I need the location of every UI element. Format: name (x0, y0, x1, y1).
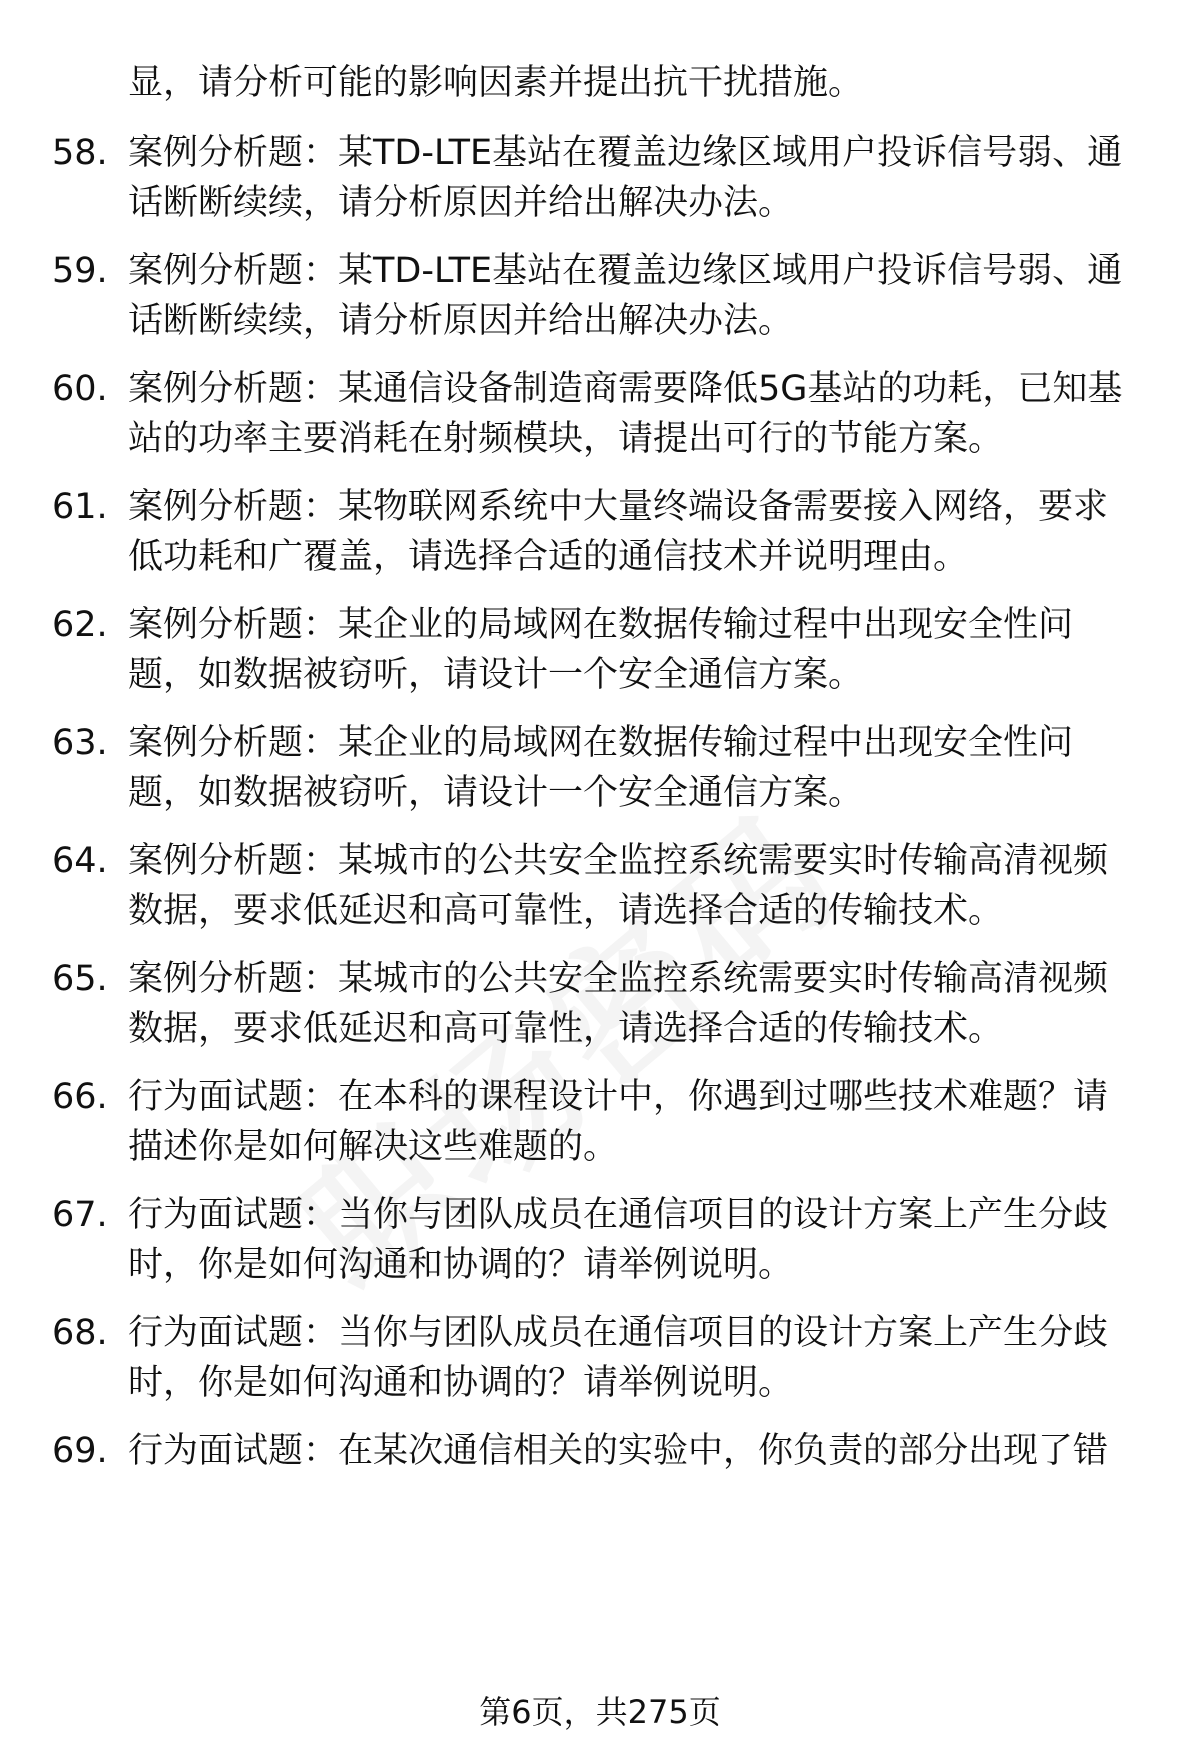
question-text-line: 描述你是如何解决这些难题的。 (128, 1127, 619, 1167)
question-number: 66. (52, 1077, 108, 1117)
question-text-line: 案例分析题：某企业的局域网在数据传输过程中出现安全性问 (128, 723, 1074, 763)
question-text-line: 行为面试题：在某次通信相关的实验中，你负责的部分出现了错 (128, 1431, 1109, 1471)
question-text-line: 案例分析题：某城市的公共安全监控系统需要实时传输高清视频 (128, 959, 1109, 999)
question-number: 63. (52, 723, 108, 763)
question-number: 64. (52, 841, 108, 881)
continuation-line: 显，请分析可能的影响因素并提出抗干扰措施。 (128, 63, 864, 103)
question-number: 58. (52, 133, 108, 173)
question-text-line: 行为面试题：当你与团队成员在通信项目的设计方案上产生分歧 (128, 1313, 1109, 1353)
question-text-line: 题，如数据被窃听，请设计一个安全通信方案。 (128, 655, 864, 695)
question-number: 60. (52, 369, 108, 409)
question-text-line: 时，你是如何沟通和协调的？请举例说明。 (128, 1363, 794, 1403)
question-text-line: 低功耗和广覆盖，请选择合适的通信技术并说明理由。 (128, 537, 969, 577)
question-text-line: 站的功率主要消耗在射频模块，请提出可行的节能方案。 (128, 419, 1004, 459)
question-text-line: 案例分析题：某TD-LTE基站在覆盖边缘区域用户投诉信号弱、通 (128, 251, 1123, 291)
question-text-line: 话断断续续，请分析原因并给出解决办法。 (128, 183, 794, 223)
question-text-line: 题，如数据被窃听，请设计一个安全通信方案。 (128, 773, 864, 813)
question-number: 69. (52, 1431, 108, 1471)
question-text-line: 数据，要求低延迟和高可靠性，请选择合适的传输技术。 (128, 1009, 1004, 1049)
question-number: 61. (52, 487, 108, 527)
question-text-line: 案例分析题：某通信设备制造商需要降低5G基站的功耗，已知基 (128, 369, 1123, 409)
question-text-line: 行为面试题：当你与团队成员在通信项目的设计方案上产生分歧 (128, 1195, 1109, 1235)
question-text-line: 时，你是如何沟通和协调的？请举例说明。 (128, 1245, 794, 1285)
question-text-line: 数据，要求低延迟和高可靠性，请选择合适的传输技术。 (128, 891, 1004, 931)
question-text-line: 行为面试题：在本科的课程设计中，你遇到过哪些技术难题？请 (128, 1077, 1109, 1117)
question-number: 59. (52, 251, 108, 291)
question-number: 68. (52, 1313, 108, 1353)
question-text-line: 案例分析题：某物联网系统中大量终端设备需要接入网络，要求 (128, 487, 1109, 527)
question-number: 67. (52, 1195, 108, 1235)
question-number: 65. (52, 959, 108, 999)
page-footer: 第6页，共275页 (479, 1693, 721, 1731)
question-text-line: 案例分析题：某城市的公共安全监控系统需要实时传输高清视频 (128, 841, 1109, 881)
question-text-line: 案例分析题：某企业的局域网在数据传输过程中出现安全性问 (128, 605, 1074, 645)
question-text-line: 话断断续续，请分析原因并给出解决办法。 (128, 301, 794, 341)
question-text-line: 案例分析题：某TD-LTE基站在覆盖边缘区域用户投诉信号弱、通 (128, 133, 1123, 173)
question-number: 62. (52, 605, 108, 645)
